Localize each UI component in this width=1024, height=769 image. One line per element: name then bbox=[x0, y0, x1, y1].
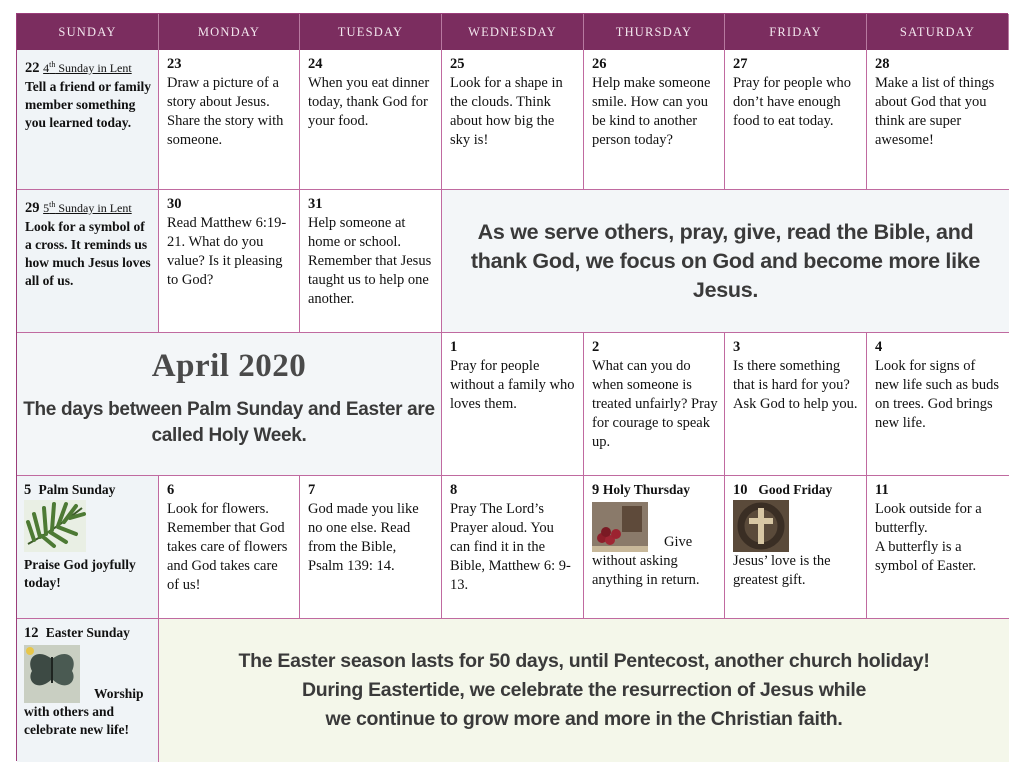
day-number: 28 bbox=[875, 56, 890, 72]
day-cell-27 bbox=[725, 50, 867, 190]
day-text: Help make someone smile. How can you be kind to another person today? bbox=[592, 75, 711, 148]
note-text: Sunday in Lent bbox=[55, 201, 132, 215]
day-number: 31 bbox=[308, 196, 323, 212]
day-cell-12 bbox=[17, 619, 159, 762]
header-monday: MONDAY bbox=[159, 14, 300, 50]
holy-thursday-title: Holy Thursday bbox=[602, 482, 691, 497]
header-saturday: SATURDAY bbox=[867, 14, 1009, 50]
header-wednesday: WEDNESDAY bbox=[442, 14, 584, 50]
easter-sunday-title: Easter Sunday bbox=[45, 625, 130, 640]
day-cell-22 bbox=[17, 50, 159, 190]
day-number: 23 bbox=[167, 56, 182, 72]
header-sunday: SUNDAY bbox=[17, 14, 159, 50]
eastertide-line-3: we continue to grow more and more in the Christian faith. bbox=[325, 708, 843, 730]
note-number: 4 bbox=[43, 61, 50, 75]
day-cell-3 bbox=[725, 333, 867, 476]
note-number: 5 bbox=[43, 201, 50, 215]
day-cell-31 bbox=[300, 190, 442, 333]
day-number: 7 bbox=[308, 482, 316, 498]
day-number: 25 bbox=[450, 56, 465, 72]
note-text: Sunday in Lent bbox=[55, 61, 132, 75]
day-number: 2 bbox=[592, 339, 600, 355]
day-cell-4 bbox=[867, 333, 1009, 476]
day-number: 22 bbox=[25, 60, 40, 76]
header-thursday: THURSDAY bbox=[584, 14, 725, 50]
eastertide-line-2: During Eastertide, we celebrate the resurrection of Jesus while bbox=[301, 679, 867, 701]
day-number: 11 bbox=[875, 482, 889, 498]
month-banner bbox=[17, 333, 442, 476]
day-number: 10 bbox=[733, 482, 748, 498]
note-superscript: th bbox=[49, 200, 56, 209]
lent-note bbox=[43, 201, 132, 215]
day-text: God made you like no one else. Read from the Bible, Psalm 139: 14. bbox=[308, 501, 419, 574]
day-cell-30 bbox=[159, 190, 300, 333]
day-cell-2 bbox=[584, 333, 725, 476]
serve-others-banner: As we serve others, pray, give, read the Bible, and thank God, we focus on God and become more like Jesus. bbox=[442, 190, 1009, 333]
calendar-grid bbox=[16, 13, 1008, 761]
day-number: 3 bbox=[733, 339, 741, 355]
note-superscript: th bbox=[49, 60, 56, 69]
day-text-a: Look outside for a butterfly. bbox=[875, 501, 982, 536]
day-text: Look for signs of new life such as buds on trees. God brings new life. bbox=[875, 358, 1000, 431]
day-text-b: A butterfly is a symbol of Easter. bbox=[875, 539, 977, 574]
month-title: April 2020 bbox=[151, 347, 307, 384]
day-text: Read Matthew 6:19-21. What do you value? Is it pleasing to God? bbox=[167, 215, 287, 288]
day-number: 8 bbox=[450, 482, 458, 498]
day-cell-9 bbox=[584, 476, 725, 619]
day-text: Jesus’ love is the greatest gift. bbox=[733, 553, 831, 588]
butterfly-image bbox=[24, 645, 80, 703]
day-text: Pray for people without a family who loves them. bbox=[450, 358, 575, 412]
day-number: 6 bbox=[167, 482, 175, 498]
holy-week-note: The days between Palm Sunday and Easter are called Holy Week. bbox=[23, 398, 435, 446]
day-number: 24 bbox=[308, 56, 323, 72]
day-cell-24 bbox=[300, 50, 442, 190]
day-text: Is there something that is hard for you? Ask God to help you. bbox=[733, 358, 858, 412]
day-text-b: with others and celebrate new life! bbox=[24, 704, 129, 737]
day-cell-8 bbox=[442, 476, 584, 619]
day-number: 9 bbox=[592, 482, 600, 498]
day-text-b: without asking anything in return. bbox=[592, 553, 700, 588]
bread-wine-image bbox=[592, 502, 648, 552]
cross-wreath-image bbox=[733, 500, 789, 552]
day-text: What can you do when someone is treated unfairly? Pray for courage to speak up. bbox=[592, 358, 718, 450]
header-friday: FRIDAY bbox=[725, 14, 867, 50]
header-tuesday: TUESDAY bbox=[300, 14, 442, 50]
good-friday-title: Good Friday bbox=[758, 482, 833, 497]
eastertide-banner bbox=[159, 619, 1009, 762]
day-text: Look for a shape in the clouds. Think about how big the sky is! bbox=[450, 75, 563, 148]
day-number: 29 bbox=[25, 200, 40, 216]
day-number: 12 bbox=[24, 625, 39, 641]
day-cell-6 bbox=[159, 476, 300, 619]
day-number: 27 bbox=[733, 56, 748, 72]
day-text-a: Worship bbox=[94, 686, 144, 701]
lent-note bbox=[43, 61, 132, 75]
day-text: Look for flowers. Remember that God takes care of flowers and God takes care of us! bbox=[167, 501, 288, 593]
day-text: Pray for people who don’t have enough food to eat today. bbox=[733, 75, 851, 129]
day-text: Make a list of things about God that you think are super awesome! bbox=[875, 75, 995, 148]
day-text: Praise God joyfully today! bbox=[24, 557, 136, 590]
day-text: Pray The Lord’s Prayer aloud. You can find it in the Bible, Matthew 6: 9-13. bbox=[450, 501, 571, 593]
day-cell-26 bbox=[584, 50, 725, 190]
day-number: 26 bbox=[592, 56, 607, 72]
palm-sunday-title: Palm Sunday bbox=[38, 482, 116, 497]
day-cell-25 bbox=[442, 50, 584, 190]
day-cell-10 bbox=[725, 476, 867, 619]
day-cell-5 bbox=[17, 476, 159, 619]
day-text: Help someone at home or school. Remember that Jesus taught us to help one another. bbox=[308, 215, 432, 307]
day-cell-28 bbox=[867, 50, 1009, 190]
day-cell-29 bbox=[17, 190, 159, 333]
day-number: 5 bbox=[24, 482, 32, 498]
day-cell-23 bbox=[159, 50, 300, 190]
day-number: 1 bbox=[450, 339, 458, 355]
day-number: 30 bbox=[167, 196, 182, 212]
day-cell-1 bbox=[442, 333, 584, 476]
day-text: When you eat dinner today, thank God for your food. bbox=[308, 75, 430, 129]
day-cell-11 bbox=[867, 476, 1009, 619]
day-text: Tell a friend or family member something you learned today. bbox=[25, 79, 151, 130]
day-cell-7 bbox=[300, 476, 442, 619]
day-text: Look for a symbol of a cross. It reminds us how much Jesus loves all of us. bbox=[25, 219, 151, 288]
day-number: 4 bbox=[875, 339, 883, 355]
day-text: Draw a picture of a story about Jesus. Share the story with someone. bbox=[167, 75, 284, 148]
day-text-a: Give bbox=[664, 534, 693, 550]
palm-leaf-image bbox=[24, 500, 86, 552]
eastertide-line-1: The Easter season lasts for 50 days, until Pentecost, another church holiday! bbox=[238, 650, 930, 672]
